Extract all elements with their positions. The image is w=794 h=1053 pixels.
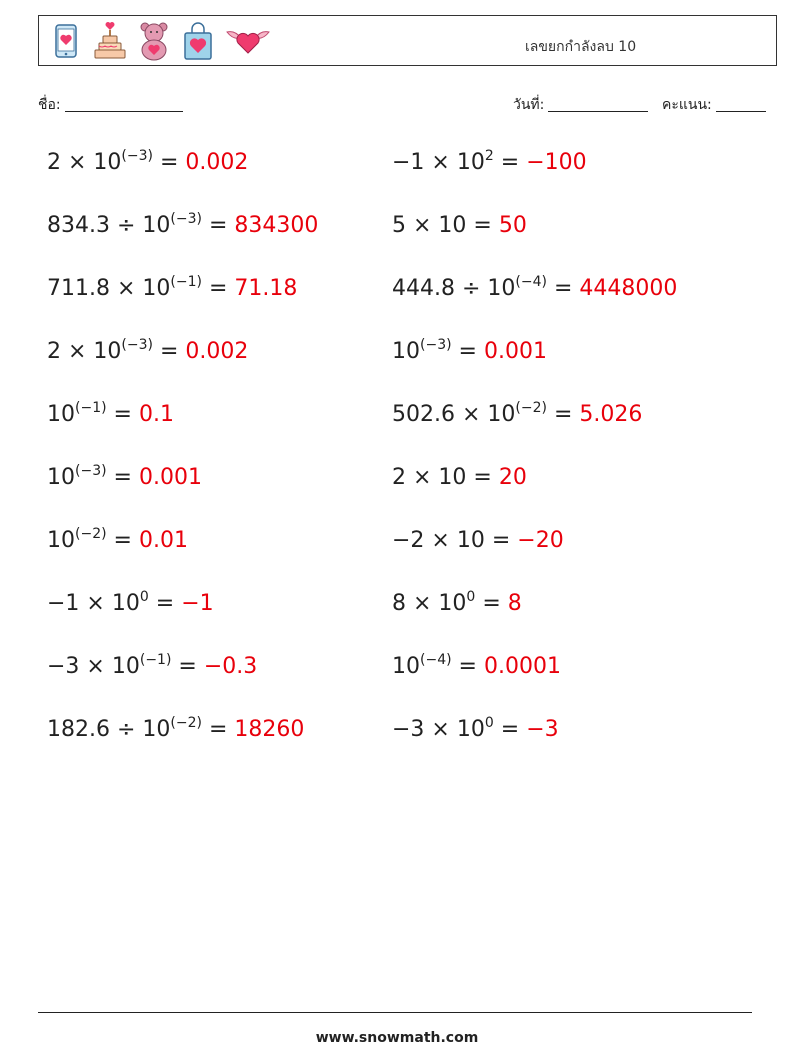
problem-expression: 10 — [392, 654, 420, 679]
problem-equals: = — [152, 150, 186, 175]
name-field — [38, 94, 183, 116]
problem-exponent: 2 — [484, 148, 494, 164]
problem-item — [47, 528, 188, 553]
problem-answer: 8 — [507, 591, 522, 616]
problem-item — [392, 465, 527, 490]
header-icons — [49, 20, 271, 62]
problem-expression: −3 × 10 — [392, 717, 485, 742]
problem-answer: −20 — [517, 528, 564, 553]
problem-expression: 10 — [47, 528, 75, 553]
problem-exponent: 0 — [139, 589, 149, 605]
problem-equals: = — [171, 654, 204, 679]
problem-exponent: 0 — [484, 715, 494, 731]
problem-expression: 2 × 10 = — [392, 465, 499, 490]
footer-url: www.snowmath.com — [315, 1030, 479, 1046]
problem-answer: 5.026 — [579, 402, 643, 427]
problem-answer: 0.0001 — [483, 654, 561, 679]
problem-answer: −3 — [526, 717, 559, 742]
problem-expression: 10 — [47, 402, 75, 427]
problem-answer: −1 — [181, 591, 214, 616]
cake-heart-icon — [93, 20, 127, 62]
problem-answer: 50 — [498, 213, 527, 238]
problem-equals: = — [106, 402, 139, 427]
problem-equals: = — [546, 402, 580, 427]
problem-exponent: (−1) — [75, 400, 107, 416]
problem-item — [392, 654, 561, 679]
problem-answer: 0.1 — [138, 402, 174, 427]
problem-equals: = — [106, 465, 139, 490]
problem-expression: 10 — [392, 339, 420, 364]
problem-item — [392, 591, 522, 616]
problem-item — [392, 402, 642, 427]
problem-item — [47, 402, 174, 427]
problem-equals: = — [152, 339, 186, 364]
problem-item — [392, 528, 564, 553]
problem-equals: = — [493, 150, 527, 175]
problem-exponent: (−2) — [515, 400, 547, 416]
problem-equals: = — [475, 591, 508, 616]
problem-expression: 2 × 10 — [47, 150, 122, 175]
problem-equals: = — [106, 528, 139, 553]
problem-answer: 0.01 — [138, 528, 188, 553]
problem-exponent: (−1) — [139, 652, 172, 668]
problem-exponent: (−3) — [121, 148, 153, 164]
problem-answer: −100 — [526, 150, 587, 175]
problem-item — [47, 213, 318, 238]
problem-item — [47, 339, 248, 364]
score-label: คะแนน: — [662, 97, 712, 113]
problem-expression: 834.3 ÷ 10 — [47, 213, 171, 238]
problem-exponent: (−2) — [75, 526, 107, 542]
problem-item — [47, 717, 304, 742]
problem-expression: −2 × 10 = — [392, 528, 518, 553]
problem-equals: = — [546, 276, 580, 301]
footer-divider — [38, 1012, 752, 1013]
problem-answer: 0.002 — [185, 150, 249, 175]
problem-exponent: (−3) — [121, 337, 153, 353]
problem-item — [392, 717, 559, 742]
problem-expression: 10 — [47, 465, 75, 490]
problem-equals: = — [451, 339, 484, 364]
problem-expression: 711.8 × 10 — [47, 276, 171, 301]
problem-expression: 502.6 × 10 — [392, 402, 516, 427]
problem-equals: = — [451, 654, 484, 679]
problem-item — [47, 654, 257, 679]
problem-exponent: (−4) — [515, 274, 547, 290]
problem-answer: 0.001 — [483, 339, 547, 364]
problem-exponent: (−2) — [170, 715, 202, 731]
name-blank — [65, 97, 183, 112]
problem-equals: = — [201, 717, 235, 742]
problem-item — [392, 213, 527, 238]
problem-item — [392, 276, 677, 301]
problem-answer: 18260 — [234, 717, 305, 742]
problem-item — [392, 339, 547, 364]
worksheet-header — [38, 15, 777, 66]
problem-answer: 834300 — [234, 213, 319, 238]
problem-exponent: (−4) — [420, 652, 452, 668]
problem-item — [392, 150, 587, 175]
date-blank — [548, 97, 648, 112]
problem-answer: 0.001 — [138, 465, 202, 490]
problem-equals: = — [148, 591, 182, 616]
problem-expression: −1 × 10 — [392, 150, 485, 175]
problem-answer: 20 — [498, 465, 527, 490]
problem-answer: 0.002 — [185, 339, 249, 364]
teddy-bear-icon — [137, 20, 171, 62]
problem-item — [47, 465, 202, 490]
problem-expression: 8 × 10 — [392, 591, 467, 616]
problem-exponent: (−3) — [75, 463, 107, 479]
problem-exponent: (−3) — [420, 337, 452, 353]
problem-exponent: (−1) — [170, 274, 202, 290]
problem-answer: 71.18 — [234, 276, 298, 301]
problem-item — [47, 276, 297, 301]
winged-heart-icon — [225, 20, 271, 62]
problem-answer: −0.3 — [203, 654, 258, 679]
worksheet-title: เลขยกกำลังลบ 10 — [525, 39, 637, 55]
problem-expression: 5 × 10 = — [392, 213, 499, 238]
problem-exponent: (−3) — [170, 211, 202, 227]
date-label: วันที่: — [513, 97, 545, 113]
name-label: ชื่อ: — [38, 97, 61, 113]
problem-expression: −3 × 10 — [47, 654, 140, 679]
score-field — [662, 94, 766, 116]
phone-heart-icon — [49, 20, 83, 62]
score-blank — [716, 97, 766, 112]
problem-equals: = — [493, 717, 527, 742]
problem-item — [47, 150, 248, 175]
problem-expression: 444.8 ÷ 10 — [392, 276, 516, 301]
problem-expression: 182.6 ÷ 10 — [47, 717, 171, 742]
problem-exponent: 0 — [466, 589, 476, 605]
problem-expression: −1 × 10 — [47, 591, 140, 616]
problem-answer: 4448000 — [579, 276, 678, 301]
shopping-bag-heart-icon — [181, 20, 215, 62]
problem-equals: = — [201, 276, 235, 301]
problem-equals: = — [201, 213, 235, 238]
date-field — [513, 94, 648, 116]
problem-item — [47, 591, 214, 616]
problem-expression: 2 × 10 — [47, 339, 122, 364]
